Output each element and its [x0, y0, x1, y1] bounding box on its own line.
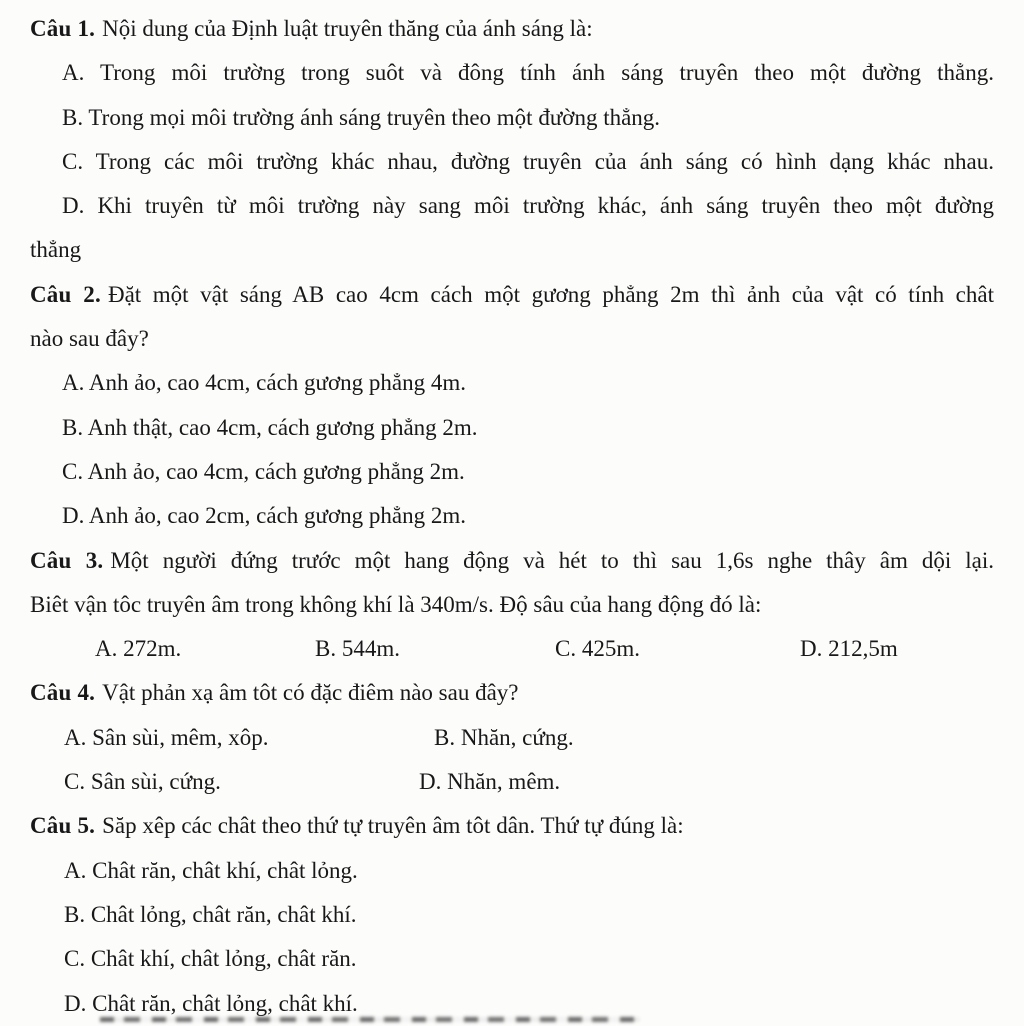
option-text: D. Anh ảo, cao 2cm, cách gương phẳng 2m.: [62, 503, 466, 528]
question-text: Biêt vận tôc truyên âm trong không khí là 340m/s. Độ sâu của hang động đó là:: [30, 592, 761, 617]
question-4-option-c: C. Sân sùi, cứng.: [64, 760, 419, 804]
question-1-option-d: [30, 184, 994, 228]
question-3-number: Câu 3.: [30, 548, 103, 573]
question-3-option-b: B. 544m.: [315, 627, 555, 671]
option-text: thẳng: [30, 237, 81, 262]
question-2-option-c: [30, 450, 994, 494]
question-3-options-row: [30, 627, 994, 671]
option-text: B. Trong mọi môi trường ánh sáng truyên theo một đường thẳng.: [62, 105, 660, 130]
question-1-text: Nội dung của Định luật truyên thăng của ánh sáng là:: [102, 16, 593, 41]
question-2-heading: [30, 273, 994, 317]
option-text: D. Khi truyên từ môi trường này sang môi trường khác, ánh sáng truyên theo một đường: [62, 193, 994, 218]
option-text: C. Chât khí, chât lỏng, chât răn.: [64, 946, 357, 971]
question-text: nào sau đây?: [30, 326, 149, 351]
option-text: D. Chât răn, chât lỏng, chât khí.: [64, 991, 358, 1016]
option-text: B. Anh thật, cao 4cm, cách gương phẳng 2m.: [62, 415, 478, 440]
cut-off-next-line-artifact: [100, 1017, 640, 1022]
question-1-option-a: [30, 51, 994, 95]
question-2-option-b: [30, 406, 994, 450]
question-3-option-c: C. 425m.: [555, 627, 800, 671]
question-5-option-b: [30, 893, 994, 937]
question-5-heading: [30, 804, 994, 848]
option-text: A. Trong môi trường trong suôt và đông tính ánh sáng truyên theo một đường thẳng.: [62, 60, 994, 85]
question-4-options-row-2: [30, 760, 994, 804]
option-text: A. Anh ảo, cao 4cm, cách gương phẳng 4m.: [62, 370, 466, 395]
question-3-option-d: D. 212,5m: [800, 627, 898, 671]
question-4-option-d: D. Nhăn, mêm.: [419, 760, 560, 804]
question-3-heading-continuation: [30, 583, 994, 627]
question-4-options-row-1: [30, 716, 994, 760]
question-3-text: Một người đứng trước một hang động và hét to thì sau 1,6s nghe thây âm dội lại.: [110, 548, 994, 573]
question-5-option-a: [30, 849, 994, 893]
question-2-option-a: [30, 361, 994, 405]
option-text: C. Anh ảo, cao 4cm, cách gương phẳng 2m.: [62, 459, 465, 484]
question-4-text: Vật phản xạ âm tôt có đặc điêm nào sau đây?: [102, 680, 518, 705]
question-2-option-d: [30, 494, 994, 538]
question-3-heading: [30, 539, 994, 583]
option-text: A. Chât răn, chât khí, chât lỏng.: [64, 858, 358, 883]
option-text: B. Chât lỏng, chât răn, chât khí.: [64, 902, 357, 927]
question-2-number: Câu 2.: [30, 282, 101, 307]
question-5-option-c: [30, 937, 994, 981]
option-text: C. Trong các môi trường khác nhau, đường truyên của ánh sáng có hình dạng khác nhau.: [62, 149, 994, 174]
question-1-heading: [30, 7, 994, 51]
question-4-option-a: A. Sân sùi, mêm, xôp.: [64, 716, 434, 760]
question-5-text: Săp xêp các chât theo thứ tự truyên âm tôt dân. Thứ tự đúng là:: [102, 813, 684, 838]
question-3-option-a: A. 272m.: [95, 627, 315, 671]
question-4-option-b: B. Nhăn, cứng.: [434, 716, 574, 760]
question-1-number: Câu 1.: [30, 16, 95, 41]
question-4-number: Câu 4.: [30, 680, 95, 705]
question-1-option-c: [30, 140, 994, 184]
question-5-number: Câu 5.: [30, 813, 95, 838]
question-2-text: Đặt một vật sáng AB cao 4cm cách một gương phẳng 2m thì ảnh của vật có tính chât: [108, 282, 994, 307]
question-4-heading: [30, 671, 994, 715]
question-1-option-b: [30, 96, 994, 140]
question-2-heading-continuation: [30, 317, 994, 361]
question-1-option-d-continuation: [30, 228, 994, 272]
